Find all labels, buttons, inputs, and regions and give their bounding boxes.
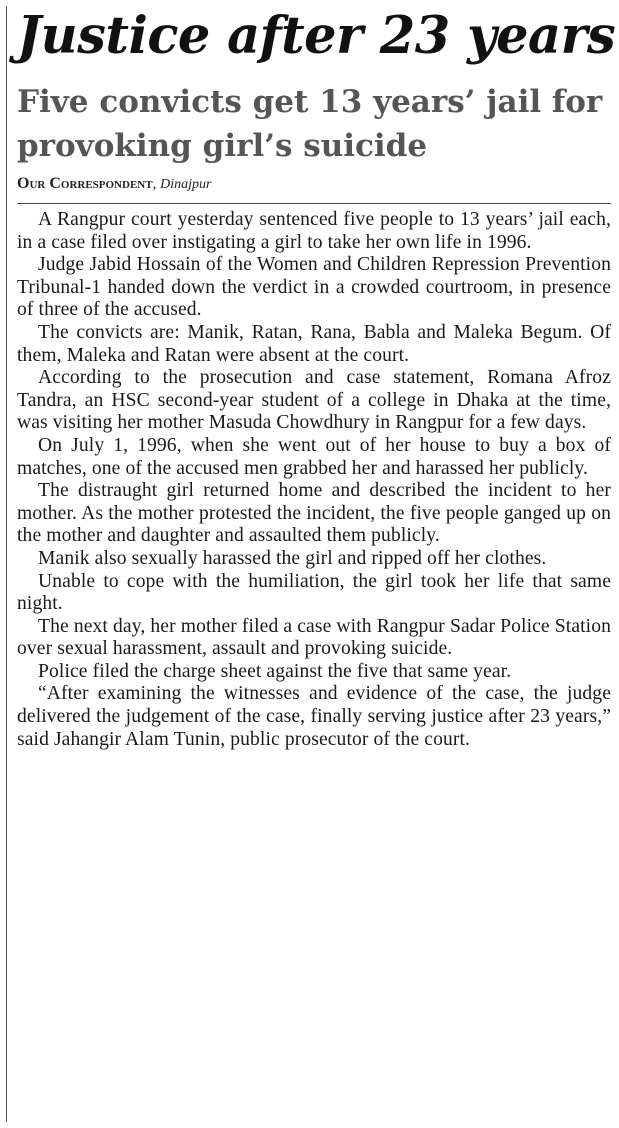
paragraph: The distraught girl returned home and described the incident to her mother. As the mother protested the incident, the five people ganged up on the mother and daughter and assaulted them publicly. (17, 480, 611, 547)
paragraph: Manik also sexually harassed the girl and ripped off her clothes. (38, 547, 547, 569)
paragraph: Police filed the charge sheet against the five that same year. (38, 660, 512, 682)
paragraph: The next day, her mother filed a case with Rangpur Sadar Police Station over sexual harassment, assault and provoking suicide. (17, 615, 611, 660)
byline-divider (17, 203, 611, 204)
article-body (17, 209, 611, 751)
paragraph: On July 1, 1996, when she went out of her house to buy a box of matches, one of the accused men grabbed her and harassed her publicly. (17, 434, 611, 479)
paragraph: “After examining the witnesses and evidence of the case, the judge delivered the judgement of the case, finally serving justice after 23 years,” said Jahangir Alam Tunin, public prosecutor of the court. (17, 683, 611, 750)
paragraph: A Rangpur court yesterday sentenced five people to 13 years’ jail each, in a case filed over instigating a girl to take her own life in 1996. (17, 209, 611, 253)
headline: Five convicts get 13 years’ jail for provoking girl’s suicide (17, 84, 603, 164)
byline-separator: , (152, 176, 157, 192)
paragraph: Judge Jabid Hossain of the Women and Children Repression Prevention Tribunal-1 handed down the verdict in a crowded courtroom, in presence of three of the accused. (17, 254, 611, 321)
byline-author: Our Correspondent (17, 175, 153, 192)
paragraph: Unable to cope with the humiliation, the girl took her life that same night. (17, 570, 611, 615)
kicker-title: Justice after 23 years (17, 6, 616, 66)
byline (17, 174, 611, 195)
column-rule (6, 6, 7, 1122)
byline-location: Dinajpur (160, 177, 212, 192)
news-article (17, 0, 616, 751)
paragraph: The convicts are: Manik, Ratan, Rana, Babla and Maleka Begum. Of them, Maleka and Ratan were absent at the court. (17, 321, 611, 366)
paragraph: According to the prosecution and case statement, Romana Afroz Tandra, an HSC second-year student of a college in Dhaka at the time, was visiting her mother Masuda Chowdhury in Rangpur for a few days. (17, 367, 611, 434)
